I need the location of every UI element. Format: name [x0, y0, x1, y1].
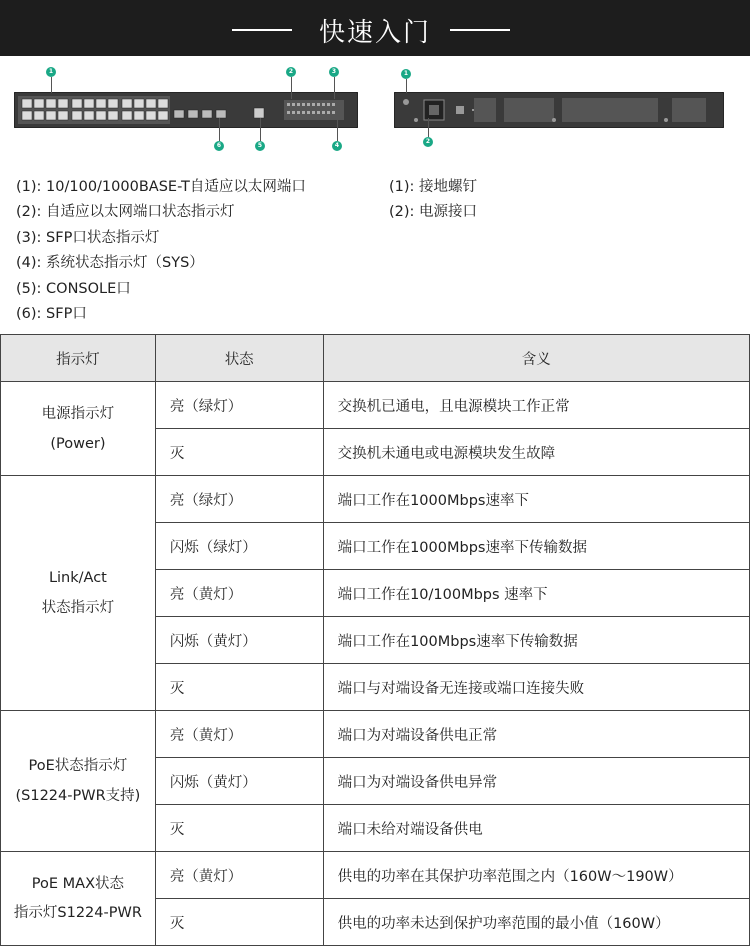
header-banner	[0, 0, 750, 56]
meaning-cell: 供电的功率未达到保护功率范围的最小值（160W）	[323, 899, 749, 946]
header-indicator: 指示灯	[1, 335, 156, 382]
legend-item: (5): CONSOLE口	[16, 280, 131, 297]
state-cell: 闪烁（绿灯）	[155, 523, 323, 570]
state-cell: 闪烁（黄灯）	[155, 758, 323, 805]
state-cell: 亮（绿灯）	[155, 476, 323, 523]
indicator-name: PoE状态指示灯	[28, 758, 128, 774]
meaning-cell: 端口工作在1000Mbps速率下传输数据	[323, 523, 749, 570]
callout-1: 1	[46, 67, 56, 77]
state-cell: 亮（绿灯）	[155, 382, 323, 429]
state-cell: 亮（黄灯）	[155, 570, 323, 617]
meaning-cell: 端口与对端设备无连接或端口连接失败	[323, 664, 749, 711]
title-rule-right	[450, 29, 510, 31]
rear-callout-2: 2	[423, 137, 433, 147]
callout-4: 4	[332, 141, 342, 151]
indicator-sub: (S1224-PWR支持)	[15, 788, 141, 804]
legend-item: (4): 系统状态指示灯（SYS）	[16, 255, 204, 272]
header-state: 状态	[155, 335, 323, 382]
table-row	[1, 852, 750, 899]
legend-item: (2): 自适应以太网端口状态指示灯	[16, 204, 235, 221]
table-row	[1, 382, 750, 429]
legend-item: (1): 10/100/1000BASE-T自适应以太网端口	[16, 179, 306, 195]
state-cell: 灭	[155, 805, 323, 852]
meaning-cell: 端口为对端设备供电正常	[323, 711, 749, 758]
callout-6: 6	[214, 141, 224, 151]
header-meaning: 含义	[323, 335, 749, 382]
state-cell: 灭	[155, 899, 323, 946]
state-cell: 灭	[155, 664, 323, 711]
legend-item: (6): SFP口	[16, 306, 87, 323]
table-header-row	[1, 335, 750, 382]
meaning-cell: 端口工作在100Mbps速率下传输数据	[323, 617, 749, 664]
indicator-sub: (Power)	[50, 435, 106, 452]
meaning-cell: 端口未给对端设备供电	[323, 805, 749, 852]
table-row	[1, 476, 750, 523]
indicator-cell	[1, 711, 156, 852]
indicator-name: PoE MAX状态	[31, 875, 125, 892]
rear-legend	[389, 175, 477, 226]
indicator-sub: 状态指示灯	[41, 600, 115, 616]
meaning-cell: 端口工作在1000Mbps速率下	[323, 476, 749, 523]
callout-2: 2	[286, 67, 296, 77]
callout-3: 3	[329, 67, 339, 77]
table-row	[1, 711, 750, 758]
indicator-name: Link/Act	[48, 570, 107, 586]
meaning-cell: 供电的功率在其保护功率范围之内（160W～190W）	[323, 852, 749, 899]
indicator-name: 电源指示灯	[41, 405, 115, 422]
indicator-cell	[1, 852, 156, 946]
indicator-sub: 指示灯S1224-PWR	[13, 904, 142, 921]
front-legend	[16, 175, 306, 327]
state-cell: 闪烁（黄灯）	[155, 617, 323, 664]
meaning-cell: 交换机已通电，且电源模块工作正常	[323, 382, 749, 429]
legend-item: (3): SFP口状态指示灯	[16, 229, 160, 246]
switch-front-panel-image	[14, 92, 358, 128]
state-cell: 灭	[155, 429, 323, 476]
callout-5: 5	[255, 141, 265, 151]
state-cell: 亮（黄灯）	[155, 711, 323, 758]
state-cell: 亮（黄灯）	[155, 852, 323, 899]
rear-callout-1: 1	[401, 69, 411, 79]
meaning-cell: 端口为对端设备供电异常	[323, 758, 749, 805]
switch-rear-panel-image	[394, 92, 724, 128]
meaning-cell: 交换机未通电或电源模块发生故障	[323, 429, 749, 476]
legend-item: (2): 电源接口	[389, 204, 478, 221]
indicator-cell	[1, 382, 156, 476]
meaning-cell: 端口工作在10/100Mbps 速率下	[323, 570, 749, 617]
indicator-cell	[1, 476, 156, 711]
page-title: 快速入门	[318, 18, 431, 48]
indicator-table	[0, 334, 750, 946]
legend-item: (1): 接地螺钉	[389, 179, 478, 195]
